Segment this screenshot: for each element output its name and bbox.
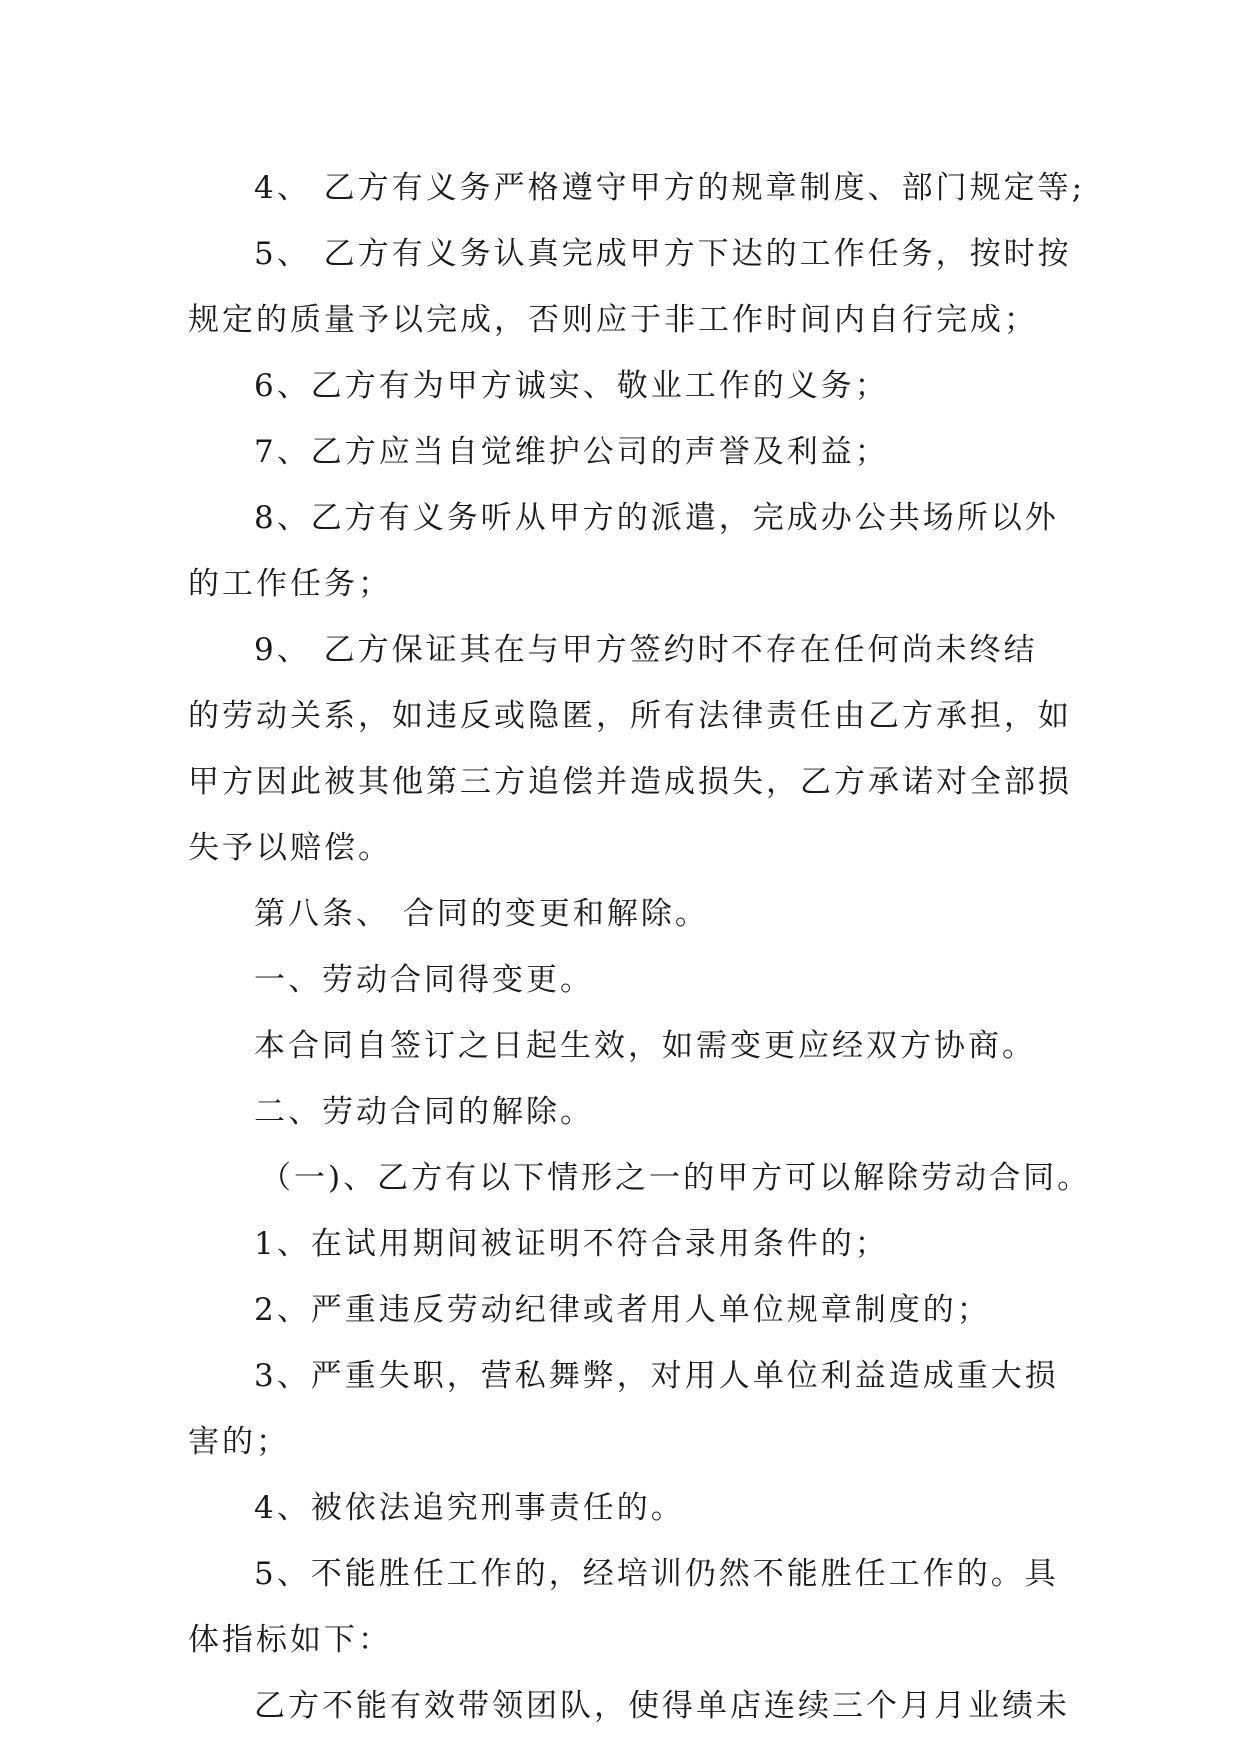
- paragraph-line: 害的；: [188, 1424, 290, 1460]
- paragraph-line: 3、严重失职，营私舞弊，对用人单位利益造成重大损: [254, 1358, 1059, 1394]
- paragraph-line: 5、不能胜任工作的，经培训仍然不能胜任工作的。具: [254, 1556, 1059, 1592]
- section-heading: 第八条、 合同的变更和解除。: [254, 896, 709, 932]
- paragraph-line: 体指标如下：: [188, 1622, 392, 1658]
- subsection-heading: （一)、乙方有以下情形之一的甲方可以解除劳动合同。: [260, 1160, 1092, 1196]
- subsection-heading: 一、劳动合同得变更。: [254, 962, 594, 998]
- paragraph-line: 9、 乙方保证其在与甲方签约时不存在任何尚未终结: [254, 632, 1038, 668]
- paragraph-line: 4、被依法追究刑事责任的。: [254, 1490, 685, 1526]
- paragraph-line: 规定的质量予以完成，否则应于非工作时间内自行完成；: [188, 302, 1038, 338]
- paragraph-line: 甲方因此被其他第三方追偿并造成损失，乙方承诺对全部损: [188, 764, 1072, 800]
- paragraph-line: 5、 乙方有义务认真完成甲方下达的工作任务，按时按: [254, 236, 1072, 272]
- paragraph-line: 1、在试用期间被证明不符合录用条件的；: [254, 1226, 889, 1262]
- paragraph-line: 8、乙方有义务听从甲方的派遣，完成办公共场所以外: [254, 500, 1059, 536]
- paragraph-line: 7、乙方应当自觉维护公司的声誉及利益；: [254, 434, 889, 470]
- paragraph-line: 4、 乙方有义务严格遵守甲方的规章制度、部门规定等;: [254, 170, 1086, 206]
- paragraph-line: 乙方不能有效带领团队，使得单店连续三个月月业绩未: [254, 1688, 1070, 1724]
- paragraph-line: 失予以赔偿。: [188, 830, 392, 866]
- paragraph-line: 的劳动关系，如违反或隐匿，所有法律责任由乙方承担，如: [188, 698, 1072, 734]
- subsection-heading: 二、劳动合同的解除。: [254, 1094, 594, 1130]
- document-body: [188, 155, 1092, 1739]
- paragraph-line: 的工作任务；: [188, 566, 392, 602]
- paragraph-line: 本合同自签订之日起生效，如需变更应经双方协商。: [254, 1028, 1036, 1064]
- paragraph-line: 2、严重违反劳动纪律或者用人单位规章制度的；: [254, 1292, 991, 1328]
- paragraph-line: 6、乙方有为甲方诚实、敬业工作的义务；: [254, 368, 889, 404]
